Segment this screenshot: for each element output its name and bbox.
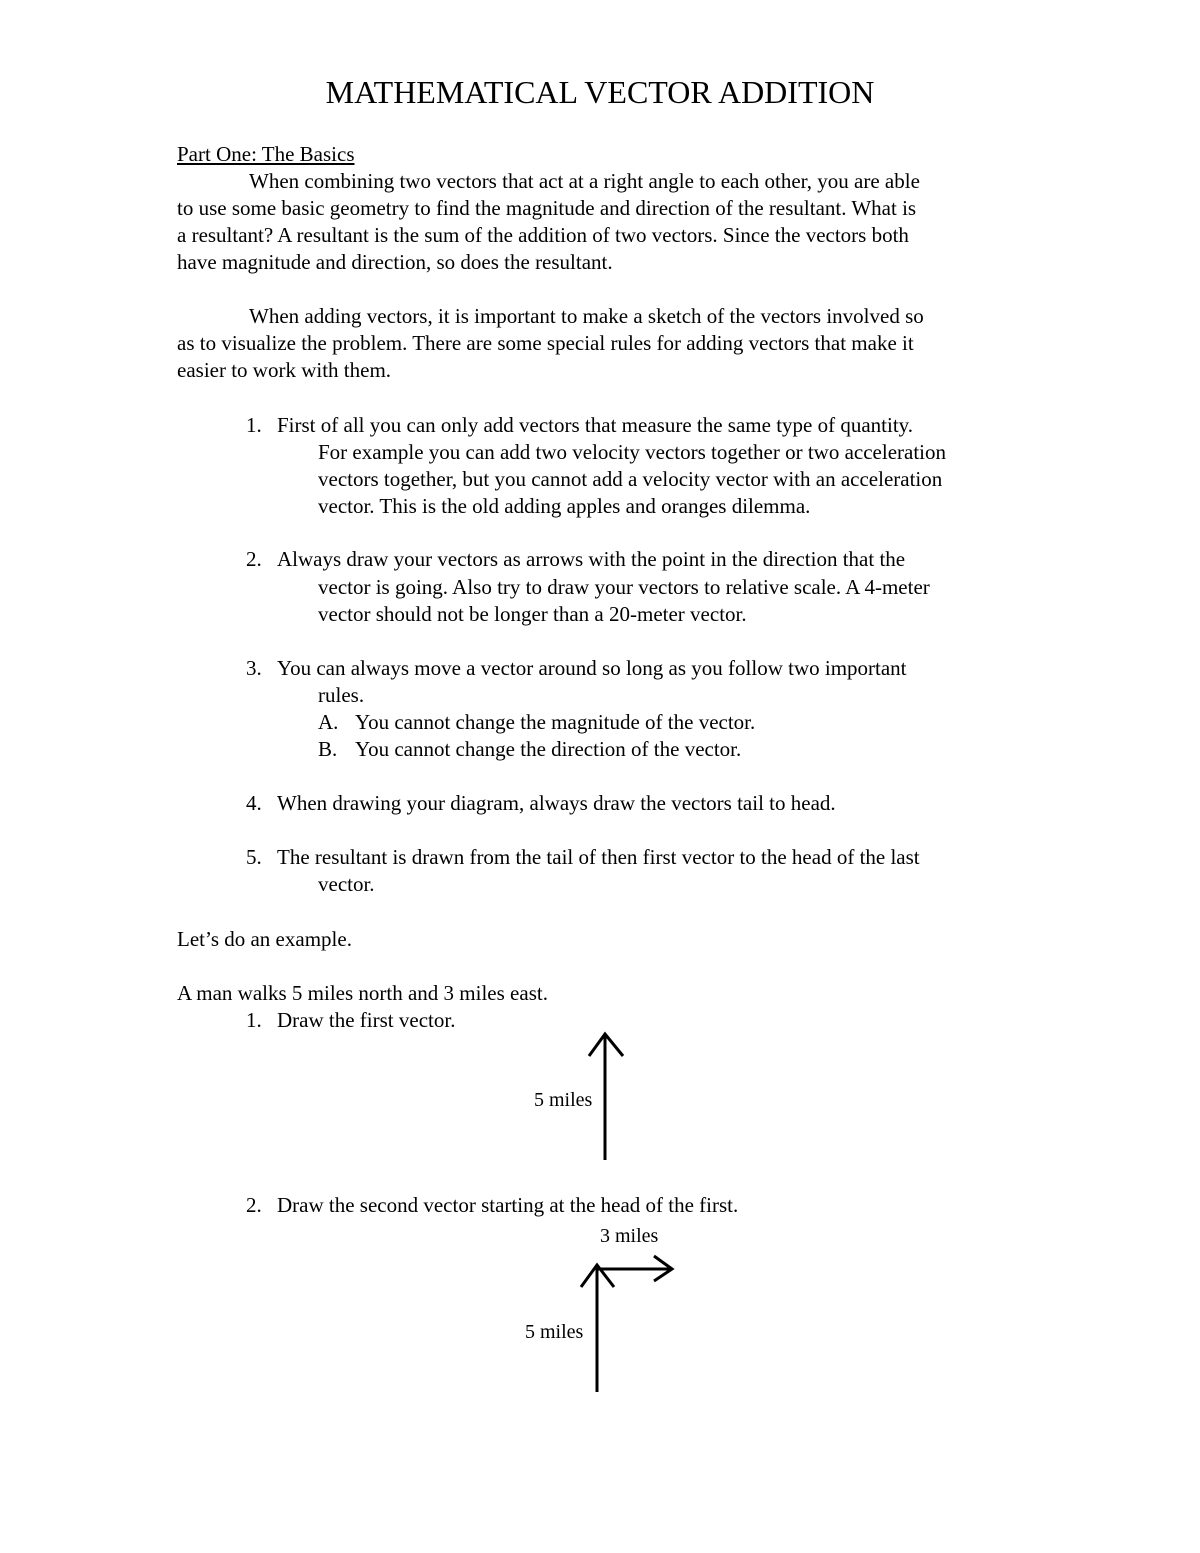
rule-line: vector. bbox=[318, 872, 375, 896]
rule-line: You can always move a vector around so long as you follow two important bbox=[277, 656, 907, 680]
step-number: 2. bbox=[246, 1193, 262, 1217]
example-intro: Let’s do an example. bbox=[177, 927, 352, 951]
rule-line: First of all you can only add vectors that measure the same type of quantity. bbox=[277, 413, 914, 437]
sketch-line: When adding vectors, it is important to make a sketch of the vectors involved so bbox=[249, 304, 924, 328]
intro-line: When combining two vectors that act at a right angle to each other, you are able bbox=[249, 169, 920, 193]
rule-line: vector is going. Also try to draw your vectors to relative scale. A 4-meter bbox=[318, 575, 930, 599]
rule-number: 4. bbox=[246, 791, 262, 815]
north-vector-arrowhead bbox=[581, 1265, 614, 1287]
rule-line: Always draw your vectors as arrows with the point in the direction that the bbox=[277, 547, 906, 571]
sub-rule-letter: B. bbox=[318, 737, 338, 761]
rule-line: The resultant is drawn from the tail of then first vector to the head of the last bbox=[277, 845, 920, 869]
sketch-line: easier to work with them. bbox=[177, 358, 392, 382]
sub-rule-text: You cannot change the magnitude of the vector. bbox=[355, 710, 756, 734]
rule-line: vector. This is the old adding apples and oranges dilemma. bbox=[318, 494, 811, 518]
rule-line: When drawing your diagram, always draw the vectors tail to head. bbox=[277, 791, 836, 815]
problem-statement: A man walks 5 miles north and 3 miles east. bbox=[177, 981, 548, 1005]
sub-rule-letter: A. bbox=[318, 710, 339, 734]
east-vector-arrowhead bbox=[654, 1256, 672, 1281]
rule-line: rules. bbox=[318, 683, 365, 707]
step-text: Draw the first vector. bbox=[277, 1008, 456, 1032]
diagram2-label-horizontal: 3 miles bbox=[600, 1225, 659, 1247]
diagram1-label: 5 miles bbox=[534, 1089, 593, 1111]
rule-number: 2. bbox=[246, 547, 262, 571]
rule-number: 5. bbox=[246, 845, 262, 869]
rule-number: 3. bbox=[246, 656, 262, 680]
rule-number: 1. bbox=[246, 413, 262, 437]
step-text: Draw the second vector starting at the head of the first. bbox=[277, 1193, 739, 1217]
intro-line: to use some basic geometry to find the magnitude and direction of the resultant. What is bbox=[177, 196, 917, 220]
part-heading: Part One: The Basics bbox=[177, 142, 355, 166]
diagram2-label-vertical: 5 miles bbox=[525, 1321, 584, 1343]
north-vector-arrowhead bbox=[589, 1034, 623, 1056]
page-title: MATHEMATICAL VECTOR ADDITION bbox=[325, 74, 875, 110]
rule-line: vectors together, but you cannot add a velocity vector with an acceleration bbox=[318, 467, 943, 491]
rule-line: For example you can add two velocity vectors together or two acceleration bbox=[318, 440, 947, 464]
intro-line: have magnitude and direction, so does the resultant. bbox=[177, 250, 613, 274]
rule-line: vector should not be longer than a 20-meter vector. bbox=[318, 602, 747, 626]
intro-line: a resultant? A resultant is the sum of the addition of two vectors. Since the vectors both bbox=[177, 223, 909, 247]
step-number: 1. bbox=[246, 1008, 262, 1032]
sketch-line: as to visualize the problem. There are some special rules for adding vectors that make it bbox=[177, 331, 914, 355]
sub-rule-text: You cannot change the direction of the vector. bbox=[355, 737, 742, 761]
